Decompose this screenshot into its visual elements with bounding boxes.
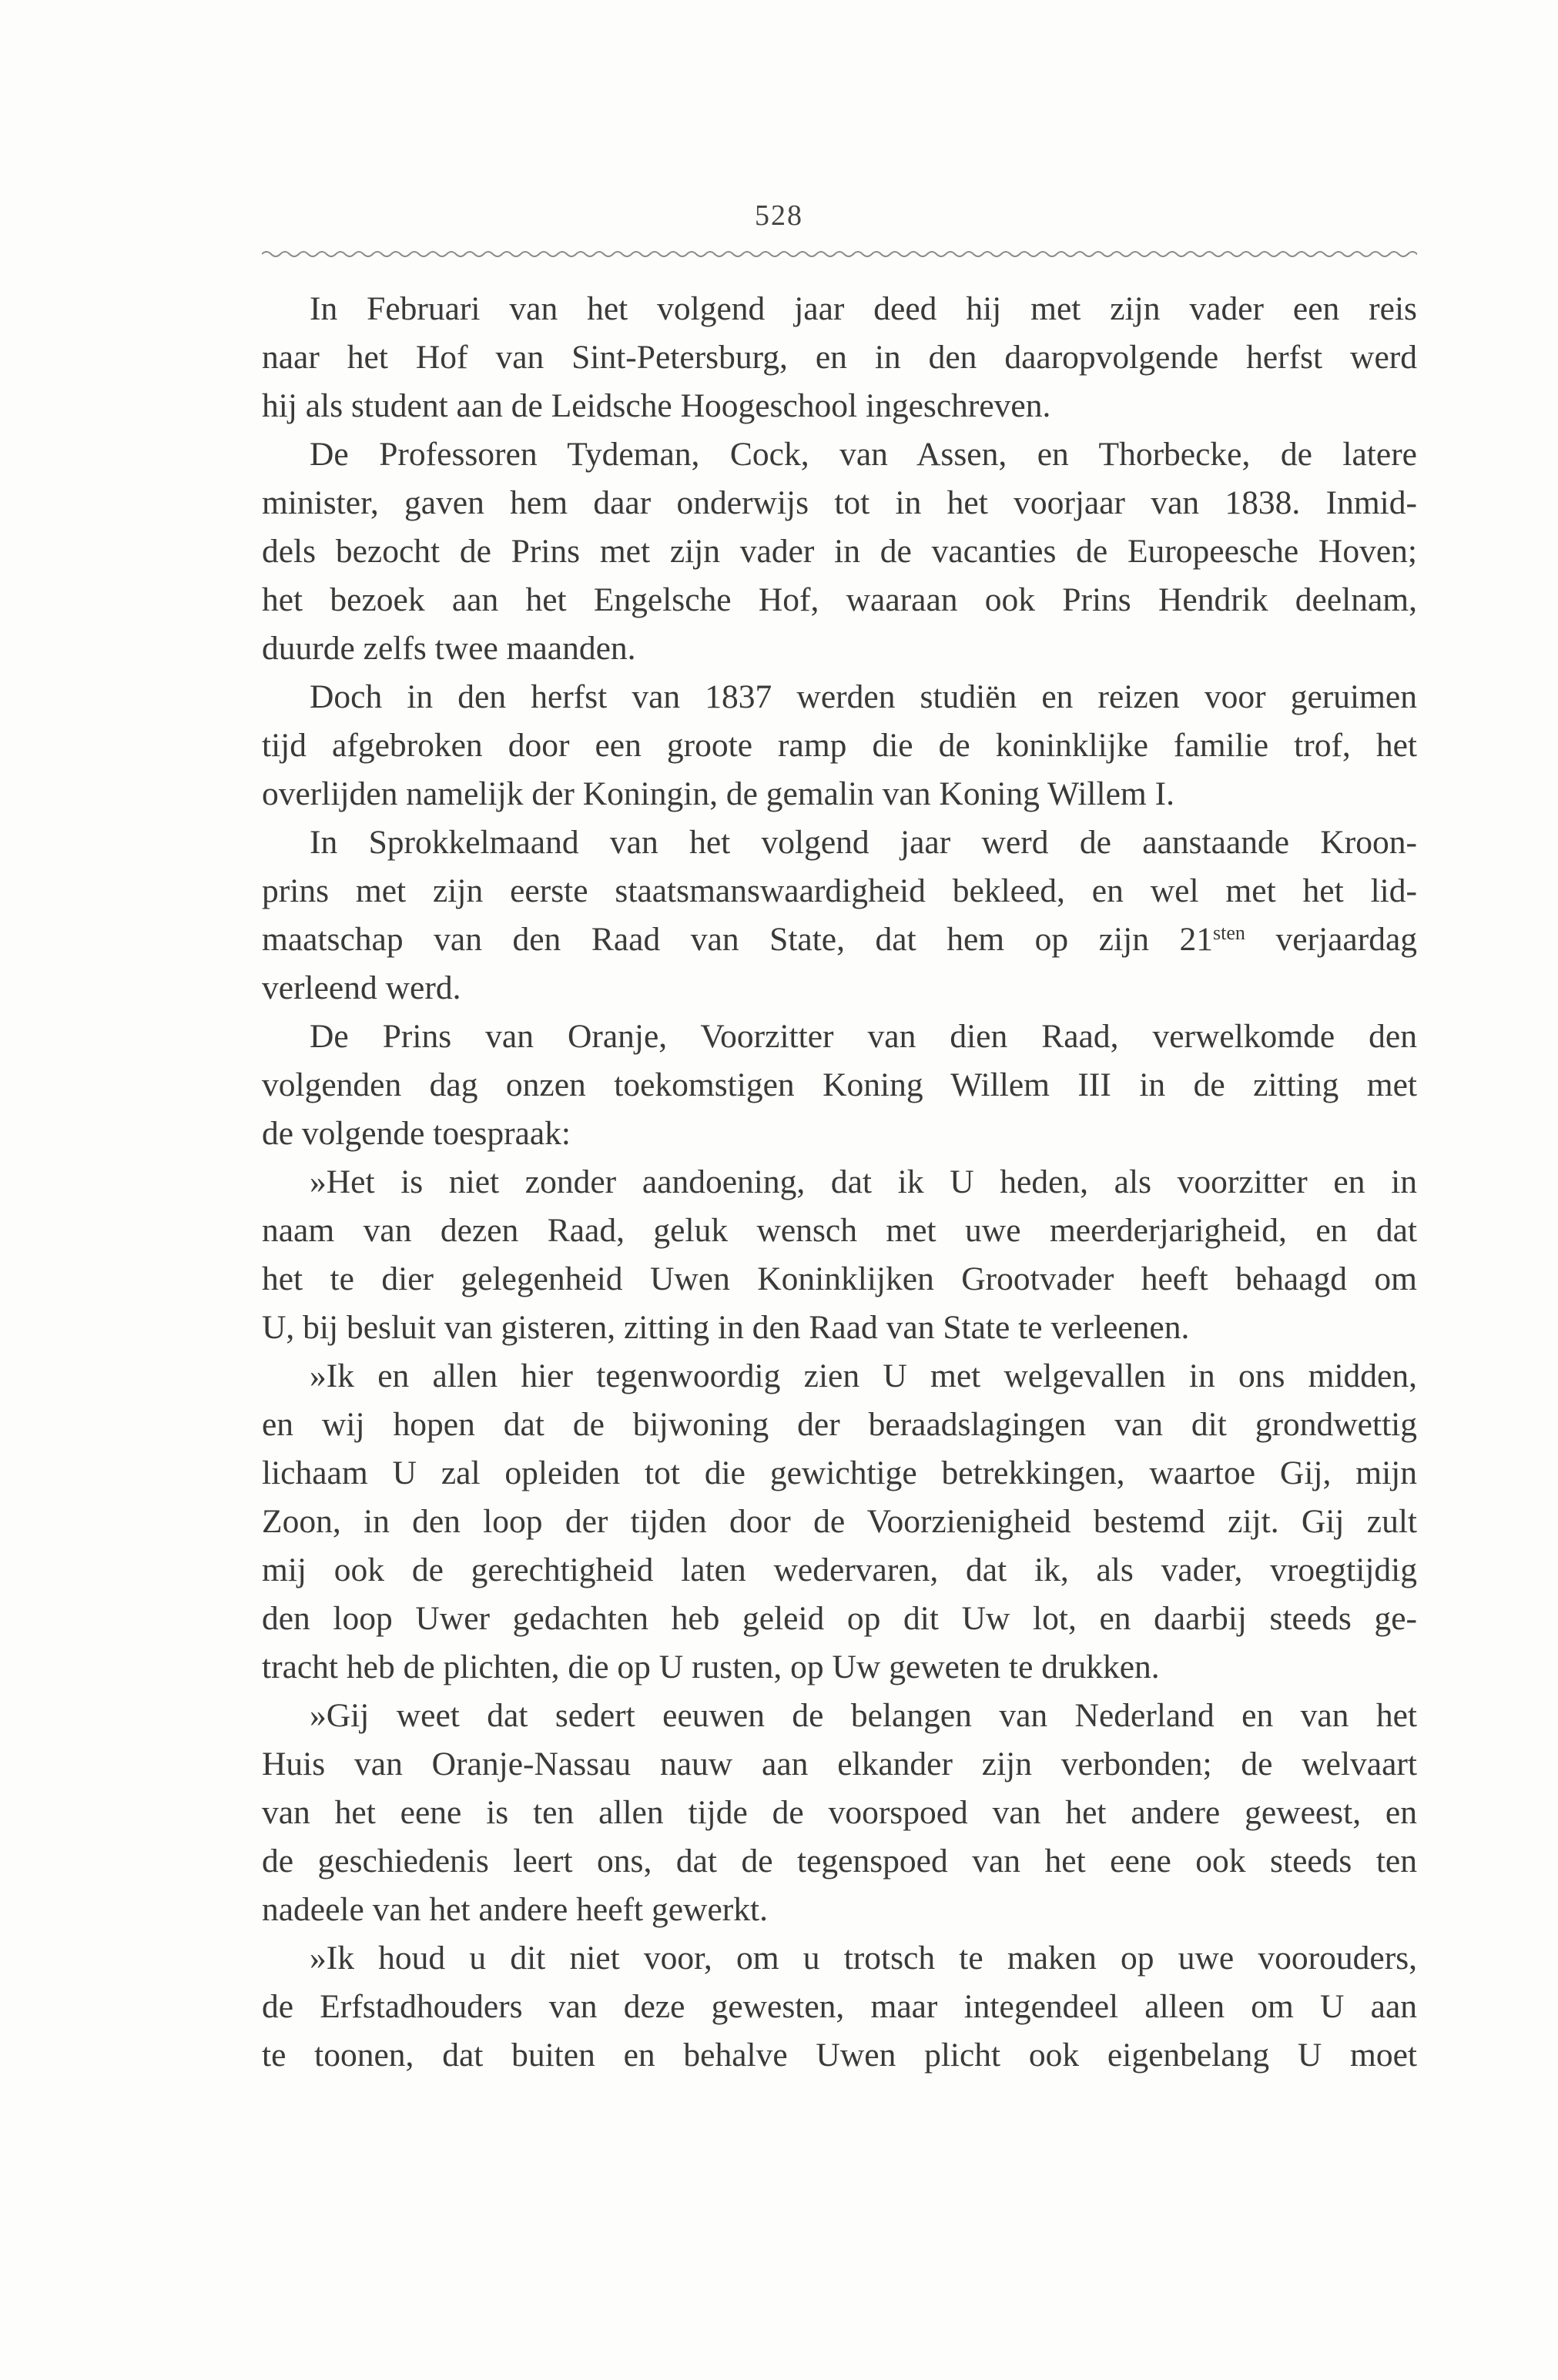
text-line: In Februari van het volgend jaar deed hij met zijn vader een reis bbox=[310, 290, 1417, 327]
text-line: te toonen, dat buiten en behalve Uwen plicht ook eigenbelang U moet bbox=[262, 2037, 1417, 2074]
body-text bbox=[262, 285, 1417, 2080]
text-line: het bezoek aan het Engelsche Hof, waaraan ook Prins Hendrik deelnam, bbox=[262, 581, 1417, 618]
text-line: verleend werd. bbox=[262, 969, 461, 1006]
text-line: U, bij besluit van gisteren, zitting in den Raad van State te verleenen. bbox=[262, 1309, 1190, 1346]
text-line: tijd afgebroken door een groote ramp die de koninklijke familie trof, het bbox=[262, 727, 1417, 764]
text-line: De Prins van Oranje, Voorzitter van dien Raad, verwelkomde den bbox=[310, 1018, 1417, 1055]
text-line: naar het Hof van Sint-Petersburg, en in den daaropvolgende herfst werd bbox=[262, 339, 1417, 376]
text-line: volgenden dag onzen toekomstigen Koning Willem III in de zitting met bbox=[262, 1066, 1417, 1103]
text-line: en wij hopen dat de bijwoning der beraadslagingen van dit grondwettig bbox=[262, 1406, 1417, 1443]
text-line: hij als student aan de Leidsche Hoogeschool ingeschreven. bbox=[262, 387, 1051, 424]
text-line: »Ik en allen hier tegenwoordig zien U met welgevallen in ons midden, bbox=[310, 1357, 1417, 1394]
text-line: de volgende toespraak: bbox=[262, 1115, 571, 1152]
text-line: mij ook de gerechtigheid laten wedervaren, dat ik, als vader, vroegtijdig bbox=[262, 1552, 1417, 1588]
text-line: Zoon, in den loop der tijden door de Voorzienigheid bestemd zijt. Gij zult bbox=[262, 1503, 1417, 1540]
text-line: duurde zelfs twee maanden. bbox=[262, 630, 636, 667]
text-line: De Professoren Tydeman, Cock, van Assen, en Thorbecke, de latere bbox=[310, 436, 1417, 473]
text-line: overlijden namelijk der Koningin, de gemalin van Koning Willem I. bbox=[262, 775, 1174, 812]
text-line: »Het is niet zonder aandoening, dat ik U heden, als voorzitter en in bbox=[310, 1163, 1417, 1200]
text-fragment: maatschap van den Raad van State, dat hem op zijn 21 bbox=[262, 921, 1214, 958]
text-line: tracht heb de plichten, die op U rusten, op Uw geweten te drukken. bbox=[262, 1649, 1160, 1685]
wavy-rule bbox=[262, 246, 1417, 262]
text-line: de Erfstadhouders van deze gewesten, maar integendeel alleen om U aan bbox=[262, 1988, 1417, 2025]
text-fragment: verjaardag bbox=[1275, 921, 1418, 958]
text-line: lichaam U zal opleiden tot die gewichtige betrekkingen, waartoe Gij, mijn bbox=[262, 1454, 1417, 1491]
text-line: van het eene is ten allen tijde de voorspoed van het andere geweest, en bbox=[262, 1794, 1417, 1831]
text-line: »Gij weet dat sedert eeuwen de belangen van Nederland en van het bbox=[310, 1697, 1417, 1734]
text-line: Doch in den herfst van 1837 werden studiën en reizen voor geruimen bbox=[310, 678, 1417, 715]
text-line: minister, gaven hem daar onderwijs tot in het voorjaar van 1838. Inmid- bbox=[262, 484, 1417, 521]
text-line: dels bezocht de Prins met zijn vader in de vacanties de Europeesche Hoven; bbox=[262, 533, 1417, 570]
text-line: In Sprokkelmaand van het volgend jaar werd de aanstaande Kroon- bbox=[310, 824, 1417, 861]
ordinal-superscript: sten bbox=[1213, 922, 1245, 944]
text-line: »Ik houd u dit niet voor, om u trotsch te maken op uwe voorouders, bbox=[310, 1940, 1417, 1977]
text-line-with-superscript bbox=[262, 916, 1417, 964]
text-line: de geschiedenis leert ons, dat de tegenspoed van het eene ook steeds ten bbox=[262, 1843, 1417, 1880]
text-line: den loop Uwer gedachten heb geleid op dit Uw lot, en daarbij steeds ge- bbox=[262, 1600, 1417, 1637]
page-number: 528 bbox=[755, 199, 803, 232]
text-line: prins met zijn eerste staatsmanswaardigheid bekleed, en wel met het lid- bbox=[262, 872, 1417, 909]
text-line: Huis van Oranje-Nassau nauw aan elkander zijn verbonden; de welvaart bbox=[262, 1746, 1417, 1782]
text-line: nadeele van het andere heeft gewerkt. bbox=[262, 1891, 768, 1928]
text-line: naam van dezen Raad, geluk wensch met uwe meerderjarigheid, en dat bbox=[262, 1212, 1417, 1249]
text-line: het te dier gelegenheid Uwen Koninklijken Grootvader heeft behaagd om bbox=[262, 1260, 1417, 1297]
